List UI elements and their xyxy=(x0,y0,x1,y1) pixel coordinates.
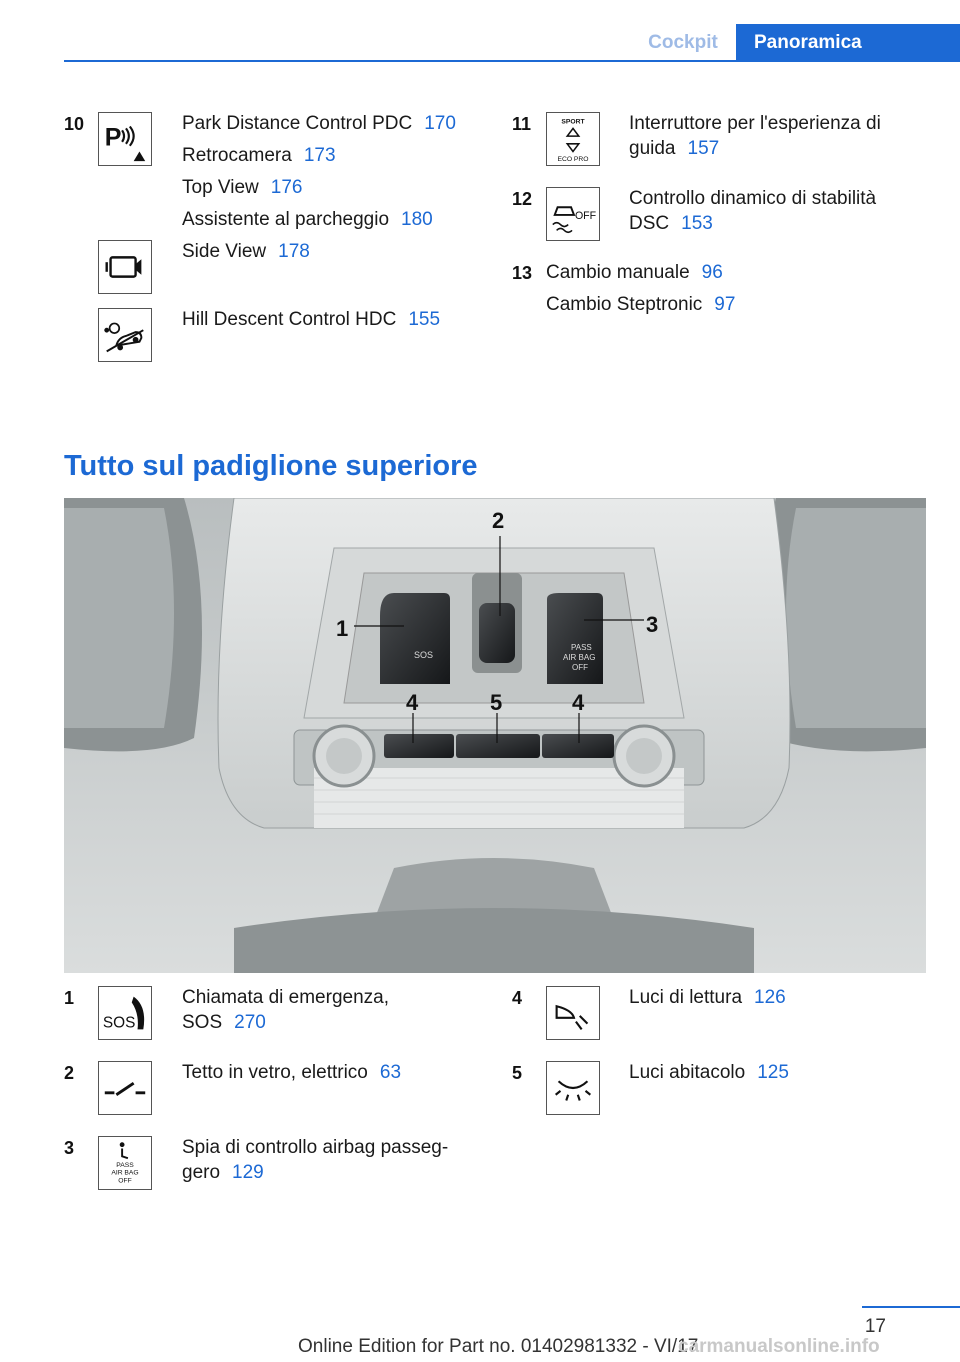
item-1-line-1: Chiamata di emergenza, xyxy=(182,987,389,1008)
item-number-13: 13 xyxy=(512,263,533,283)
page-ref[interactable]: 97 xyxy=(714,294,736,315)
page-number: 17 xyxy=(864,1316,886,1337)
item-10-line-3: Top View 176 xyxy=(182,177,303,198)
page-ref[interactable]: 157 xyxy=(687,138,720,159)
reading-light-icon xyxy=(546,986,600,1040)
dsc-off-icon xyxy=(546,187,600,241)
item-10-line-2: Retrocamera 173 xyxy=(182,145,336,166)
page-ref[interactable]: 173 xyxy=(303,145,336,166)
item-12-line-2: DSC 153 xyxy=(629,213,713,234)
page-ref[interactable]: 126 xyxy=(754,987,786,1008)
item-number-4: 4 xyxy=(512,988,523,1008)
off-text: OFF xyxy=(118,1177,132,1185)
item-5-line: Luci abitacolo 125 xyxy=(629,1062,789,1083)
item-13-line-2: Cambio Steptronic 97 xyxy=(546,294,736,315)
page-ref[interactable]: 63 xyxy=(379,1062,402,1083)
item-number-12: 12 xyxy=(512,189,533,209)
item-number-2: 2 xyxy=(64,1063,75,1083)
page-ref[interactable]: 129 xyxy=(232,1162,264,1183)
callout-3: 3 xyxy=(646,612,659,637)
hill-descent-icon xyxy=(98,308,152,362)
page-ref[interactable]: 270 xyxy=(234,1012,266,1033)
pass-text: PASS xyxy=(116,1161,134,1169)
page-ref[interactable]: 178 xyxy=(278,241,310,262)
overhead-console-illustration xyxy=(64,498,926,973)
sos-icon-text: SOS xyxy=(102,1014,136,1032)
item-11-line-1: Interruttore per l'esperienza di xyxy=(629,113,881,134)
header-rule xyxy=(64,60,960,62)
callout-4-right: 4 xyxy=(572,690,585,715)
passenger-airbag-icon xyxy=(98,1136,152,1190)
pdc-icon xyxy=(98,112,152,166)
page-ref[interactable]: 125 xyxy=(757,1062,789,1083)
item-10-line-4: Assistente al parcheggio 180 xyxy=(182,209,433,230)
svg-text:P: P xyxy=(104,123,122,152)
callout-1: 1 xyxy=(336,616,349,641)
pass-label: PASS xyxy=(571,643,592,652)
item-13-line-1: Cambio manuale 96 xyxy=(546,262,723,283)
side-view-camera-icon xyxy=(98,240,152,294)
item-3-line-2: gero 129 xyxy=(182,1162,264,1183)
eco-pro-label: ECO PRO xyxy=(557,156,589,164)
sos-button-label: SOS xyxy=(414,650,434,660)
page-ref[interactable]: 153 xyxy=(681,213,713,234)
page-ref[interactable]: 170 xyxy=(424,113,456,134)
item-12-line-1: Controllo dinamico di stabilità xyxy=(629,188,877,209)
item-1-line-2: SOS 270 xyxy=(182,1012,266,1033)
edition-note: Online Edition for Part no. 01402981332 - VI/17 xyxy=(298,1336,699,1357)
item-10-line-1: Park Distance Control PDC 170 xyxy=(182,113,456,134)
page-ref[interactable]: 176 xyxy=(270,177,303,198)
sport-label: SPORT xyxy=(561,118,585,126)
tab-cockpit[interactable]: Cockpit xyxy=(648,32,718,53)
item-4-line: Luci di lettura 126 xyxy=(629,987,786,1008)
item-number-3: 3 xyxy=(64,1138,75,1158)
section-title: Tutto sul padiglione superiore xyxy=(64,450,478,482)
airbag-text: AIR BAG xyxy=(111,1169,139,1177)
hdc-line: Hill Descent Control HDC 155 xyxy=(182,309,441,330)
page-ref[interactable]: 155 xyxy=(408,309,441,330)
interior-light-icon xyxy=(546,1061,600,1115)
sport-eco-pro-icon xyxy=(546,112,600,166)
page-ref[interactable]: 96 xyxy=(701,262,723,283)
callout-5: 5 xyxy=(490,690,503,715)
footer-rule xyxy=(862,1306,960,1308)
item-number-11: 11 xyxy=(512,114,532,134)
item-number-5: 5 xyxy=(512,1063,523,1083)
item-11-line-2: guida 157 xyxy=(629,138,720,159)
page-ref[interactable]: 180 xyxy=(401,209,433,230)
item-number-1: 1 xyxy=(64,988,75,1008)
glass-roof-icon xyxy=(98,1061,152,1115)
airbag-label: AIR BAG xyxy=(563,653,596,662)
callout-2: 2 xyxy=(492,508,505,533)
watermark: carmanualsonline.info xyxy=(678,1336,880,1357)
sos-phone-icon xyxy=(98,986,152,1040)
side-view-line: Side View 178 xyxy=(182,241,310,262)
tab-panoramica[interactable]: Panoramica xyxy=(736,24,960,62)
off-label: OFF xyxy=(572,663,588,672)
item-2-line: Tetto in vetro, elettrico 63 xyxy=(182,1062,402,1083)
item-3-line-1: Spia di controllo airbag passeg- xyxy=(182,1137,449,1158)
callout-4-left: 4 xyxy=(406,690,419,715)
item-number-10: 10 xyxy=(64,114,85,134)
off-label: OFF xyxy=(574,209,597,222)
